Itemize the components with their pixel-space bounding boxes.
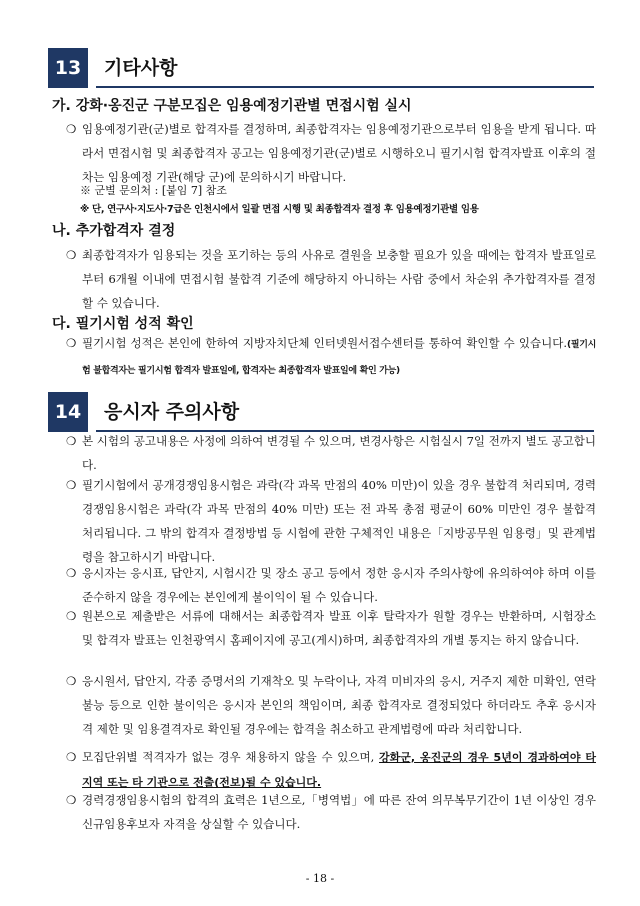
note-interview: ※ 단, 연구사·지도사·7급은 인천시에서 일괄 면접 시행 및 최종합격자 결정 후 임용예정기관별 임용 <box>80 204 479 215</box>
bullet-text: 응시자는 응시표, 답안지, 시험시간 및 장소 공고 등에서 정한 응시자 주의사항에 유의하여야 하며 이를 준수하지 않을 경우에는 본인에게 불이익이 될 수 있습니다. <box>82 566 596 604</box>
bullet-mark: ❍ <box>66 248 77 262</box>
bullet-mark: ❍ <box>66 434 77 448</box>
bullet-13a <box>66 117 596 189</box>
bullet-text: 원본으로 제출받은 서류에 대해서는 최종합격자 발표 이후 탈락자가 원할 경우는 반환하며, 시험장소 및 합격자 발표는 인천광역시 홈페이지에 공고(게시)하며, 최종합격자의 개별 통지는 하지 않습니다. <box>82 609 596 647</box>
bullet-text: 필기시험에서 공개경쟁임용시험은 과락(각 과목 만점의 40% 미만)이 있을 경우 불합격 처리되며, 경력경쟁임용시험은 과락(각 과목 만점의 40% 미만) 또는 전 과목 총점 평균이 60% 미만인 경우 불합격 처리됩니다. 그 밖의 합격자 결정방법 등 시험에 관한 구체적인 내용은「지방공무원 임용령」및 관계법령을 참고하시기 바랍니다. <box>82 478 596 564</box>
bullet-14-3 <box>66 561 596 609</box>
section-14-title: 응시자 주의사항 <box>104 401 240 423</box>
bullet-mark: ❍ <box>66 750 77 764</box>
section-14-number: 14 <box>48 392 88 432</box>
bullet-14-7 <box>66 788 596 836</box>
bullet-mark: ❍ <box>66 793 77 807</box>
bullet-mark: ❍ <box>66 478 77 492</box>
bullet-14-5 <box>66 669 596 741</box>
bullet-text: 본 시험의 공고내용은 사정에 의하여 변경될 수 있으며, 변경사항은 시험실시 7일 전까지 별도 공고합니다. <box>82 434 596 472</box>
bullet-13b <box>66 243 596 315</box>
subheading-13b: 나. 추가합격자 결정 <box>52 223 176 239</box>
bullet-14-2 <box>66 473 596 569</box>
bullet-mark: ❍ <box>66 674 77 688</box>
subheading-13c: 다. 필기시험 성적 확인 <box>52 316 194 332</box>
bullet-text: 임용예정기관(군)별로 합격자를 결정하며, 최종합격자는 임용예정기관으로부터 임용을 받게 됩니다. 따라서 면접시험 및 최종합격자 공고는 임용예정기관(군)별로 시행하오니 필기시험 합격자발표 이후의 절차는 임용예정 기관(해당 군)에 문의하시기 바랍니다. <box>82 122 596 184</box>
section-13-rule <box>96 86 594 88</box>
bullet-mark: ❍ <box>66 336 77 350</box>
bullet-mark: ❍ <box>66 609 77 623</box>
note-contacts: ※ 군별 문의처 : [붙임 7] 참조 <box>80 184 227 197</box>
section-13-title: 기타사항 <box>104 57 178 79</box>
bullet-mark: ❍ <box>66 566 77 580</box>
bullet-note: (필기시험 불합격자는 필기시험 합격자 발표일에, 합격자는 최종합격자 발표일에 확인 가능) <box>82 340 596 376</box>
bullet-text: 모집단위별 적격자가 없는 경우 채용하지 않을 수 있으며, <box>82 750 375 764</box>
bullet-mark: ❍ <box>66 122 77 136</box>
bullet-13c <box>66 331 596 383</box>
subheading-13a: 가. 강화·옹진군 구분모집은 임용예정기관별 면접시험 실시 <box>52 98 412 114</box>
section-13-number: 13 <box>48 48 88 88</box>
bullet-14-4 <box>66 604 596 652</box>
section-14-header <box>48 392 594 432</box>
section-13-header <box>48 48 594 88</box>
page-number: - 18 - <box>305 872 335 885</box>
bullet-text: 경력경쟁임용시험의 합격의 효력은 1년으로,「병역법」에 따른 잔여 의무복무기간이 1년 이상인 경우 신규임용후보자 자격을 상실할 수 있습니다. <box>82 793 596 831</box>
bullet-emphasis: 강화군, 옹진군의 경우 5년이 경과하여야 타 지역 또는 타 기관으로 전출(전보)될 수 있습니다. <box>82 751 597 789</box>
bullet-text: 필기시험 성적은 본인에 한하여 지방자치단체 인터넷원서접수센터를 통하여 확인할 수 있습니다. <box>82 336 567 350</box>
bullet-14-1 <box>66 429 596 477</box>
bullet-text: 최종합격자가 임용되는 것을 포기하는 등의 사유로 결원을 보충할 필요가 있을 때에는 합격자 발표일로부터 6개월 이내에 면접시험 불합격 기준에 해당하지 아니하는 사람 중에서 차순위 추가합격자를 결정할 수 있습니다. <box>82 248 596 310</box>
bullet-text: 응시원서, 답안지, 각종 증명서의 기재착오 및 누락이나, 자격 미비자의 응시, 거주지 제한 미확인, 연락불능 등으로 인한 불이익은 응시자 본인의 책임이며, 최종 합격자로 결정되었다 하더라도 추후 응시자격 제한 및 임용결격자로 확인될 경우에는 합격을 취소하고 관계법령에 따라 처리합니다. <box>82 674 596 736</box>
